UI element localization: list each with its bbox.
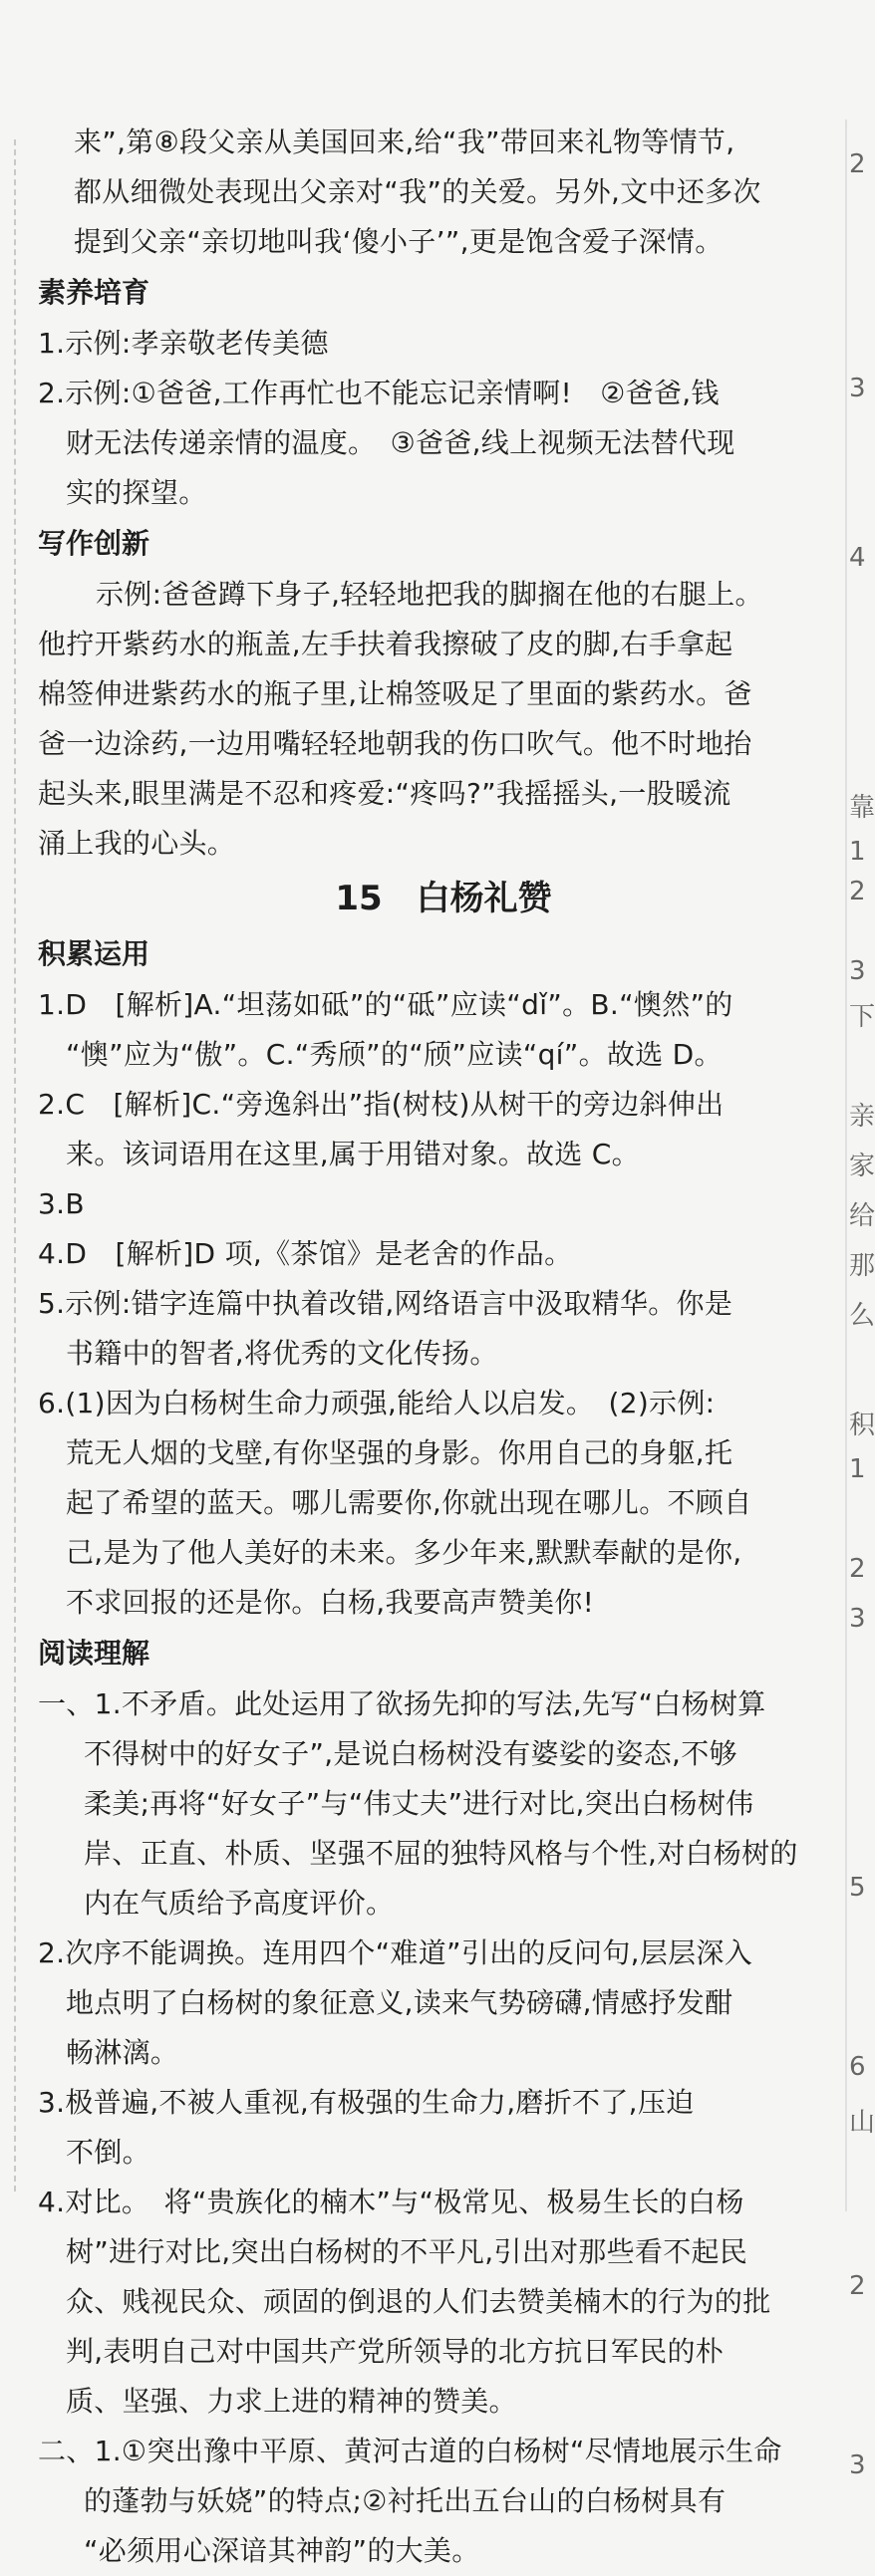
answer-line: 4.对比。 将“贵族化的楠木”与“极常见、极易生长的白杨	[38, 2186, 744, 2218]
answer-line: 的蓬勃与妖娆”的特点;②衬托出五台山的白杨树具有	[84, 2484, 727, 2517]
edge-char: 2	[849, 2271, 866, 2301]
answer-line: 质、坚强、力求上进的精神的赞美。	[66, 2385, 517, 2418]
answer-line: 棉签伸进紫药水的瓶子里,让棉签吸足了里面的紫药水。爸	[38, 677, 752, 710]
binding-dashed-line	[14, 139, 16, 2191]
edge-char: 山	[849, 2108, 875, 2138]
answer-line: 2.次序不能调换。连用四个“难道”引出的反问句,层层深入	[38, 1936, 753, 1969]
edge-char: 3	[849, 956, 866, 986]
answer-line: 2.C [解析]C.“旁逸斜出”指(树枝)从树干的旁边斜伸出	[38, 1088, 725, 1121]
edge-char: 2	[849, 1554, 866, 1584]
edge-char: 亲	[849, 1102, 875, 1132]
answer-line: 岸、正直、朴质、坚强不屈的独特风格与个性,对白杨树的	[84, 1837, 798, 1870]
answer-line: 涌上我的心头。	[38, 827, 236, 860]
edge-char: 下	[849, 1002, 875, 1032]
lesson-title: 15 白杨礼赞	[335, 879, 552, 918]
answer-line: 荒无人烟的戈壁,有你坚强的身影。你用自己的身躯,托	[66, 1436, 733, 1469]
edge-char: 5	[849, 1873, 866, 1903]
answer-line: 己,是为了他人美好的未来。多少年来,默默奉献的是你,	[66, 1536, 742, 1569]
answer-line: 不倒。	[66, 2136, 150, 2169]
answer-line: 爸一边涂药,一边用嘴轻轻地朝我的伤口吹气。他不时地抬	[38, 727, 752, 760]
edge-char: 积	[849, 1411, 875, 1440]
answer-line: 3.B	[38, 1187, 85, 1220]
edge-char: 1	[849, 1454, 866, 1484]
edge-char: 3	[849, 2450, 866, 2480]
answer-line: 4.D [解析]D 项,《茶馆》是老舍的作品。	[38, 1237, 573, 1270]
edge-char: 3	[849, 374, 866, 403]
answer-line: 一、1.不矛盾。此处运用了欲扬先抑的写法,先写“白杨树算	[38, 1687, 766, 1720]
answer-line: 6.(1)因为白杨树生命力顽强,能给人以启发。 (2)示例:	[38, 1387, 716, 1419]
answer-line: 5.示例:错字连篇中执着改错,网络语言中汲取精华。你是	[38, 1287, 733, 1320]
answer-line: 众、贱视民众、顽固的倒退的人们去赞美楠木的行为的批	[66, 2285, 771, 2318]
answer-line: 起了希望的蓝天。哪儿需要你,你就出现在哪儿。不顾自	[66, 1486, 752, 1519]
edge-char: 么	[849, 1301, 875, 1331]
answer-line: 财无法传递亲情的温度。 ③爸爸,线上视频无法替代现	[66, 426, 735, 459]
answer-line: 示例:爸爸蹲下身子,轻轻地把我的脚搁在他的右腿上。	[96, 578, 763, 611]
edge-char: 靠	[849, 793, 875, 823]
section-heading-jilei: 积累运用	[38, 937, 150, 970]
answer-line: 书籍中的智者,将优秀的文化传扬。	[66, 1337, 498, 1370]
answer-line: “懊”应为“傲”。C.“秀颀”的“颀”应读“qí”。故选 D。	[66, 1038, 723, 1071]
answer-line: 不得树中的好女子”,是说白杨树没有婆娑的姿态,不够	[84, 1737, 737, 1770]
adjacent-page-edge	[839, 0, 875, 2543]
section-heading-yuedu: 阅读理解	[38, 1637, 150, 1670]
section-heading-suyang: 素养培育	[38, 276, 150, 309]
answer-line: 地点明了白杨树的象征意义,读来气势磅礴,情感抒发酣	[66, 1986, 733, 2019]
text-line: 来”,第⑧段父亲从美国回来,给“我”带回来礼物等情节,	[74, 126, 735, 158]
edge-char: 1	[849, 837, 866, 867]
edge-char: 那	[849, 1251, 875, 1281]
text-line: 提到父亲“亲切地叫我‘傻小子’”,更是饱含爱子深情。	[74, 225, 724, 258]
text-line: 都从细微处表现出父亲对“我”的关爱。另外,文中还多次	[74, 175, 761, 208]
section-heading-xiezuo: 写作创新	[38, 527, 150, 560]
edge-char: 2	[849, 877, 866, 906]
answer-line: 1.示例:孝亲敬老传美德	[38, 327, 329, 360]
page-divider	[845, 120, 847, 2211]
answer-line: 实的探望。	[66, 476, 207, 509]
answer-line: 判,表明自己对中国共产党所领导的北方抗日军民的朴	[66, 2335, 725, 2368]
answer-line: 树”进行对比,突出白杨树的不平凡,引出对那些看不起民	[66, 2235, 748, 2268]
main-content	[38, 118, 829, 2576]
answer-line: 不求回报的还是你。白杨,我要高声赞美你!	[66, 1586, 595, 1619]
answer-line: 柔美;再将“好女子”与“伟丈夫”进行对比,突出白杨树伟	[84, 1787, 754, 1820]
edge-char: 3	[849, 1604, 866, 1634]
answer-line: 他拧开紫药水的瓶盖,左手扶着我擦破了皮的脚,右手拿起	[38, 628, 733, 660]
answer-line: 二、1.①突出豫中平原、黄河古道的白杨树“尽情地展示生命	[38, 2435, 782, 2467]
answer-line: “必须用心深谙其神韵”的大美。	[84, 2534, 480, 2567]
edge-char: 6	[849, 2052, 866, 2082]
answer-line: 畅淋漓。	[66, 2036, 179, 2069]
edge-char: 家	[849, 1152, 875, 1181]
answer-line: 3.极普遍,不被人重视,有极强的生命力,磨折不了,压迫	[38, 2086, 695, 2119]
answer-line: 来。该词语用在这里,属于用错对象。故选 C。	[66, 1138, 640, 1170]
edge-char: 4	[849, 543, 866, 573]
edge-char: 给	[849, 1201, 875, 1231]
answer-line: 内在气质给予高度评价。	[84, 1887, 395, 1920]
edge-char: 2	[849, 149, 866, 179]
answer-line: 1.D [解析]A.“坦荡如砥”的“砥”应读“dǐ”。B.“懊然”的	[38, 988, 733, 1021]
answer-line: 2.示例:①爸爸,工作再忙也不能忘记亲情啊! ②爸爸,钱	[38, 377, 720, 409]
answer-line: 起头来,眼里满是不忍和疼爱:“疼吗?”我摇摇头,一股暖流	[38, 777, 731, 810]
